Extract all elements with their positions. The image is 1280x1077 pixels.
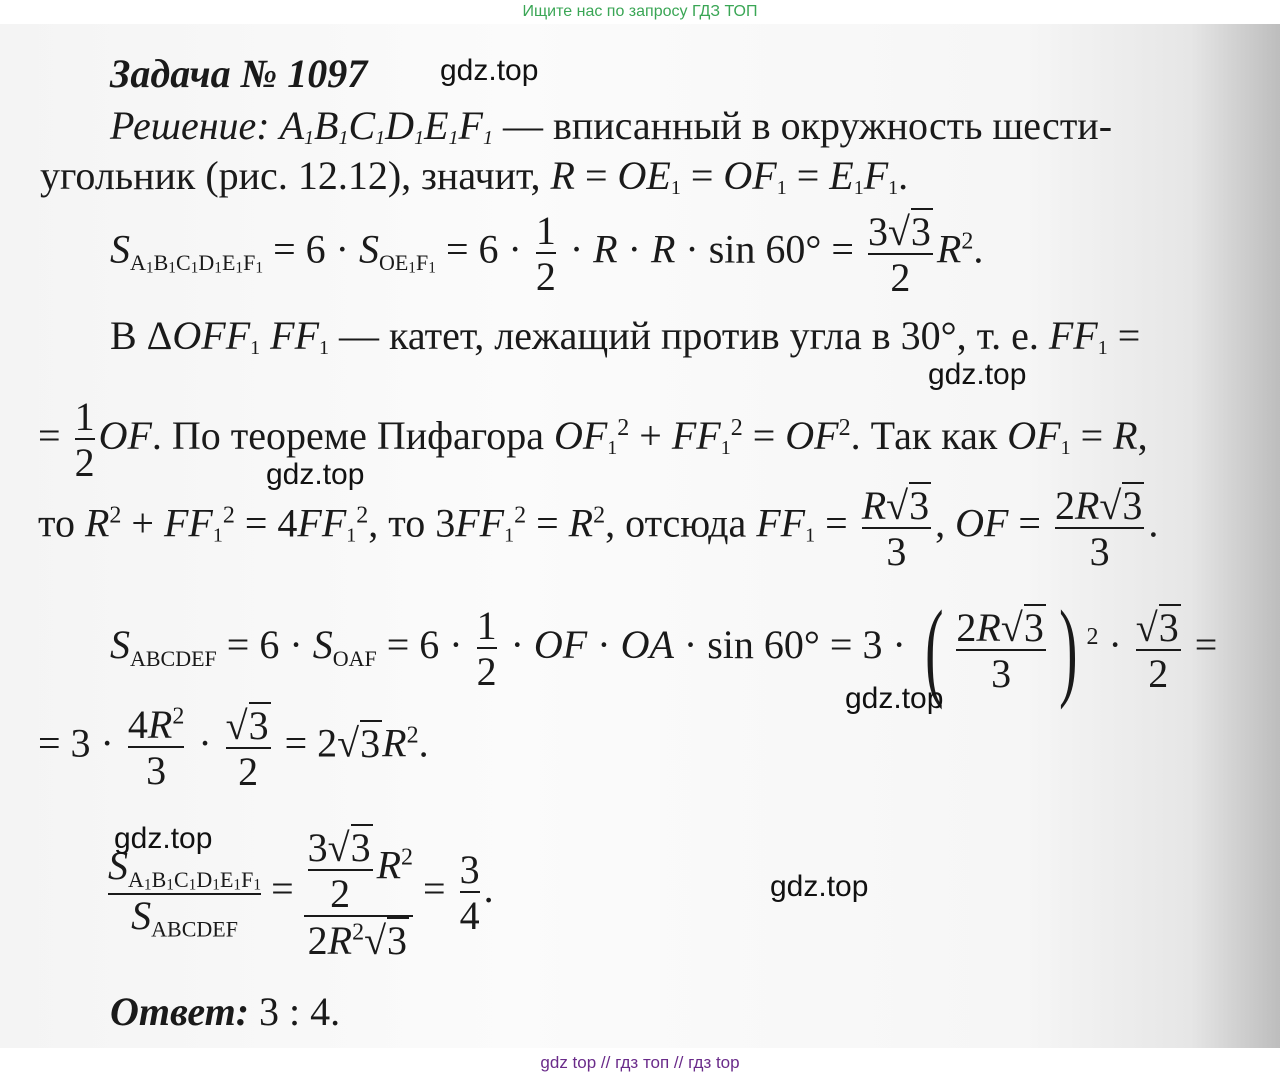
solution-label: Решение: <box>110 103 270 148</box>
watermark: gdz.top <box>770 870 869 903</box>
solution-line-1: Решение: $A_1B_1C_1D_1E_1F_1$ — вписанный в окружность шести- <box>110 103 1113 149</box>
scanned-page <box>0 24 1280 1048</box>
watermark: gdz.top <box>114 822 213 855</box>
formula-area-hexagon-result: = 3 · $\frac{4R^2}{3}$ · $\frac{√3}{2}$ = $2√3R^2$. <box>38 701 429 794</box>
solution-line-2: угольник (рис. 12.12), значит, $R = OE_1 = OF_1 = E_1F_1$. <box>40 153 909 199</box>
solution-line-4: В $\Delta OFF_1$ $FF_1$ — катет, лежащий против угла в 30°, т. е. $FF_1$ = <box>110 313 1141 359</box>
answer-label: Ответ: <box>110 989 250 1034</box>
formula-area-inscribed: $SA_1B_1C_1D_1E_1F_1 = 6 \cdot SOE_1F_1 = 6$ · $\frac{1}{2}$ · R · R · sin 60° = $\frac{3√3}{2}$ $R^2$. <box>110 207 984 300</box>
watermark: gdz.top <box>440 54 539 87</box>
watermark: gdz.top <box>266 458 365 491</box>
answer-line <box>110 989 341 1034</box>
solution-line-5: = $\frac{1}{2}$ OF. По теореме Пифагора $OF_1^2 + FF_1^2 = OF^2$. Так как $OF_1 = R$, <box>38 394 1148 485</box>
solution-line-6: то $R^2 + FF_1^2 = 4FF_1^2$, то $3FF_1^2 = R^2$, отсюда $FF_1$ = $\frac{R√3}{3}$ , OF = $\frac{2R√3}{3}$ . <box>38 483 1159 574</box>
formula-ratio: $\frac{SA_1B_1C_1D_1E_1F_1}{\text{SABCDEF}}$ = $\frac{3√3}{2}$ $R^2$ $2R^2√3$ = $\frac{3}{4}$ . <box>108 825 494 963</box>
top-banner[interactable]: Ищите нас по запросу ГДЗ ТОП <box>522 3 758 20</box>
formula-area-hexagon: SABCDEF = 6 · SOAF = 6 · $\frac{1}{2}$ · OF · OA · sin 60° = 3 · ( $\frac{2R√3}{3}$ ) $^2$ · $\frac{√3}{2}$ = <box>110 588 1218 710</box>
watermark: gdz.top <box>845 682 944 715</box>
bottom-banner[interactable]: gdz top // гдз топ // гдз top <box>0 1048 1280 1077</box>
problem-title: Задача № 1097 <box>110 51 368 96</box>
watermark: gdz.top <box>928 358 1027 391</box>
answer-value: 3 : 4. <box>259 989 341 1034</box>
